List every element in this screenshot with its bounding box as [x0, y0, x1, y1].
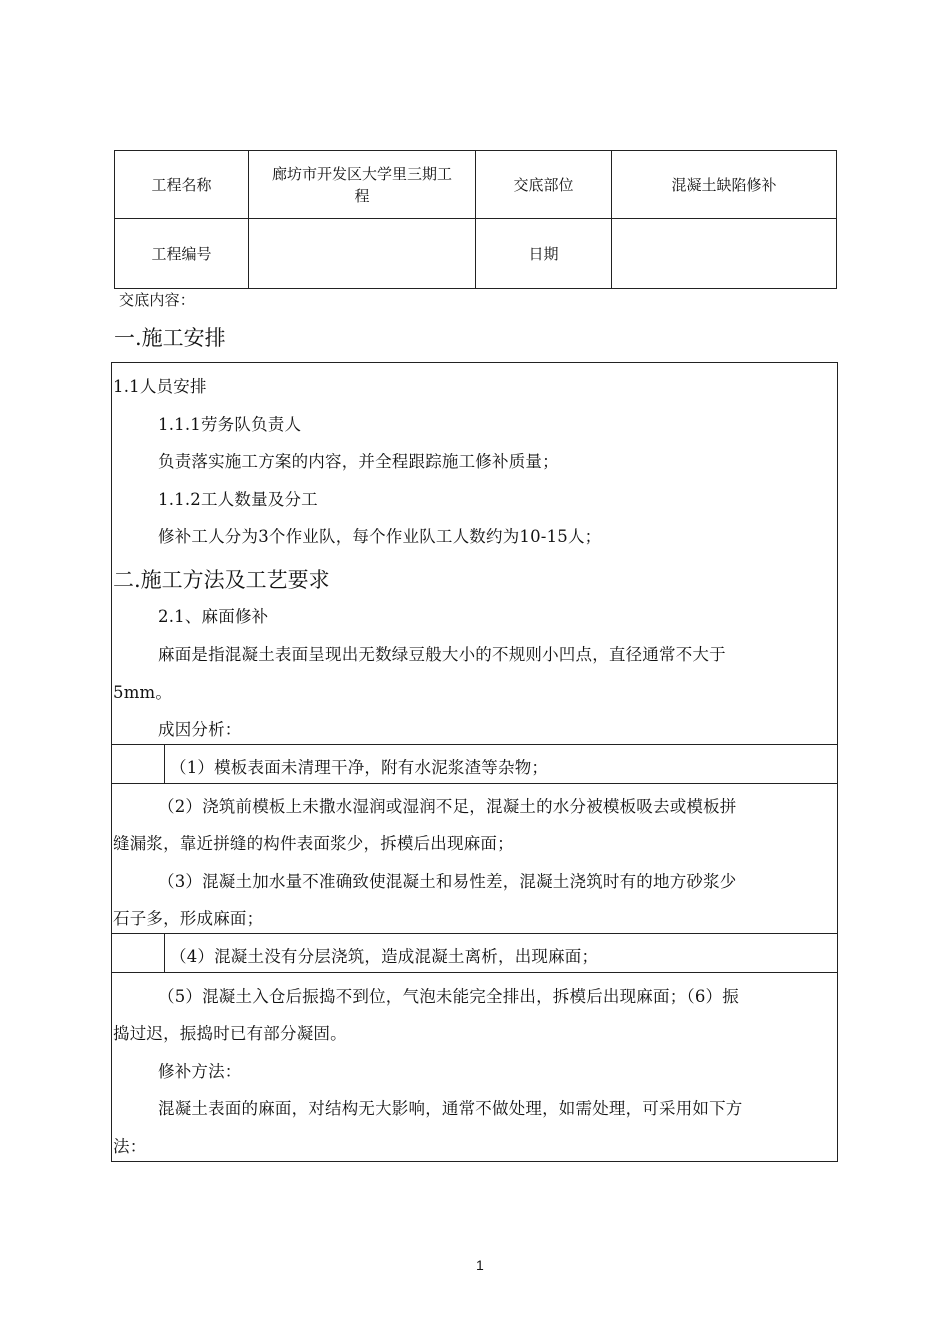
repair-label: 修补方法： [158, 1062, 242, 1081]
project-no-value [249, 219, 475, 288]
s111-text: 负责落实施工方案的内容，并全程跟踪施工修补质量； [158, 452, 559, 471]
section1-title: 一.施工安排 [114, 326, 226, 350]
cause-3-line1: （3）混凝土加水量不准确致使混凝土和易性差，混凝土浇筑时有的地方砂浆少 [158, 872, 737, 891]
cause-56-line2: 捣过迟，振捣时已有部分凝固。 [113, 1024, 347, 1043]
repair-text-line2: 法： [113, 1137, 147, 1156]
project-name-value-line1: 廊坊市开发区大学里三期工 [271, 164, 452, 183]
s21-text-line1: 麻面是指混凝土表面呈现出无数绿豆般大小的不规则小凹点，直径通常不大于 [158, 645, 726, 664]
box-divider [111, 972, 838, 973]
cause-2-line1: （2）浇筑前模板上未撒水湿润或湿润不足，混凝土的水分被模板吸去或模板拼 [158, 797, 737, 816]
project-name-value [249, 151, 475, 218]
s21-title: 2.1、麻面修补 [158, 607, 269, 626]
project-name-value-line2: 程 [354, 186, 370, 205]
disclosure-part-label: 交底部位 [513, 175, 574, 194]
s112-title: 1.1.2工人数量及分工 [158, 490, 318, 509]
box-right [837, 362, 838, 1162]
cause-56-line1: （5）混凝土入仓后振捣不到位，气泡未能完全排出，拆模后出现麻面；（6）振 [158, 987, 739, 1006]
page-number: 1 [476, 1257, 484, 1273]
s111-title: 1.1.1劳务队负责人 [158, 415, 302, 434]
cause-label: 成因分析： [158, 720, 242, 739]
box-left [111, 362, 112, 1162]
box-top [111, 362, 838, 363]
disclosure-part-value: 混凝土缺陷修补 [671, 175, 777, 194]
project-no-label: 工程编号 [151, 244, 212, 263]
cause-1: （1）模板表面未清理干净，附有水泥浆渣等杂物； [170, 758, 549, 777]
box-divider [111, 744, 838, 745]
project-name-label: 工程名称 [151, 175, 212, 194]
content-label: 交底内容： [119, 291, 196, 309]
box-indent-divider [164, 933, 165, 973]
table-border-right [836, 150, 837, 289]
cause-3-line2: 石子多，形成麻面； [113, 909, 264, 928]
cause-2-line2: 缝漏浆，靠近拼缝的构件表面浆少，拆模后出现麻面； [113, 834, 514, 853]
s21-text-line2: 5mm。 [113, 683, 173, 702]
s11-title: 1.1人员安排 [113, 377, 207, 396]
s112-text: 修补工人分为3个作业队，每个作业队工人数约为10-15人； [158, 527, 602, 546]
box-divider [111, 783, 838, 784]
section2-title: 二.施工方法及工艺要求 [113, 568, 330, 592]
box-bottom [111, 1161, 838, 1162]
box-divider [111, 933, 838, 934]
cause-4: （4）混凝土没有分层浇筑，造成混凝土离析，出现麻面； [170, 947, 599, 966]
date-label: 日期 [528, 244, 559, 263]
date-value [612, 219, 836, 288]
repair-text-line1: 混凝土表面的麻面，对结构无大影响，通常不做处理，如需处理，可采用如下方 [158, 1099, 743, 1118]
box-indent-divider [164, 744, 165, 784]
